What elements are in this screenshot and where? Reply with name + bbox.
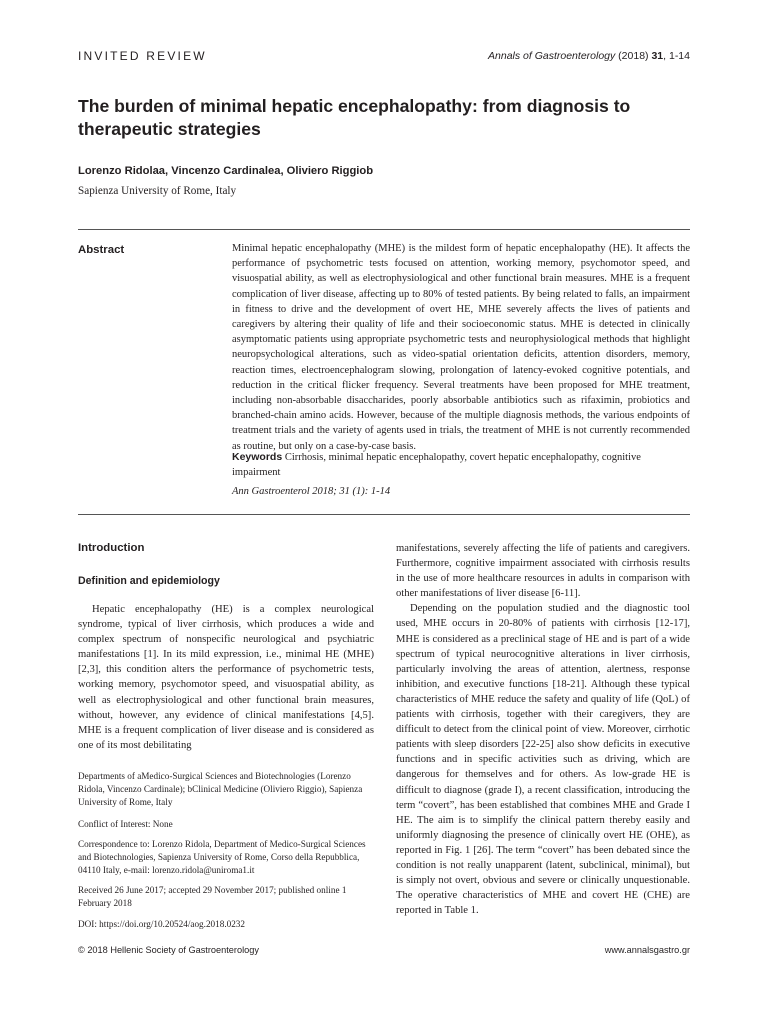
doi-note: DOI: https://doi.org/10.20524/aog.2018.0232 xyxy=(78,919,245,929)
conflict-note: Conflict of Interest: None xyxy=(78,819,173,829)
intro-heading: Introduction xyxy=(78,542,145,554)
correspondence-note: Correspondence to: Lorenzo Ridola, Department of Medico-Surgical Sciences and Biotechnologies, Sapienza University of Rome, Corso della Repubblica, 04110 Italy, e-mail: lorenzo.ridola@uniroma1.it xyxy=(78,839,366,876)
article-title: The burden of minimal hepatic encephalopathy: from diagnosis to therapeutic strategies xyxy=(78,96,631,139)
citation: Ann Gastroenterol 2018; 31 (1): 1-14 xyxy=(232,486,391,497)
copyright: © 2018 Hellenic Society of Gastroenterology xyxy=(78,945,259,955)
keywords-label: Keywords xyxy=(232,451,283,463)
website-link[interactable]: www.annalsgastro.gr xyxy=(604,945,690,955)
departments-note: Departments of aMedico-Surgical Sciences and Biotechnologies (Lorenzo Ridola, Vincenzo Cardinale); bClinical Medicine (Oliviero Riggio), Sapienza University of Rome, Italy xyxy=(78,771,363,808)
right-column xyxy=(396,541,690,918)
keywords-text: Cirrhosis, minimal hepatic encephalopathy, covert hepatic encephalopathy, cognitive impairment xyxy=(232,452,641,479)
dates-note: Received 26 June 2017; accepted 29 November 2017; published online 1 February 2018 xyxy=(78,885,347,909)
body-paragraph: manifestations, severely affecting the life of patients and caregivers. Furthermore, cognitive impairment associated with cirrhosis results in the use of more healthcare resources in adults in comparison with other manifestations of liver disease [6-11]. xyxy=(396,543,690,600)
abstract-label: Abstract xyxy=(78,244,125,256)
subheading: Definition and epidemiology xyxy=(78,575,220,587)
divider-bottom xyxy=(78,514,690,515)
journal-volume: 31 xyxy=(651,50,664,62)
divider-top xyxy=(78,229,690,230)
journal-pages: , 1-14 xyxy=(663,50,690,62)
body-paragraph: Hepatic encephalopathy (HE) is a complex neurological syndrome, typical of liver cirrhosis, which produces a wide and complex spectrum of nonspecific neurological and psychiatric manifestations [1]. In its mild expression, i.e., minimal HE (MHE) [2,3], this condition alters the performance of psychometric tests, working memory, psychomotor speed, and visuospatial ability, as well as electrophysiological and other functional brain measures, without, however, any evidence of clinical manifestations [4,5]. MHE is a frequent complication of liver disease and is considered as one of its most debilitating xyxy=(78,604,374,751)
left-column xyxy=(78,602,374,753)
affiliation: Sapienza University of Rome, Italy xyxy=(78,185,237,197)
body-paragraph: Depending on the population studied and the diagnostic tool used, MHE occurs in 20-80% of patients with cirrhosis [12-17], MHE is considered as a preclinical stage of HE and is part of a wide spectrum of typical neurocognitive alterations in liver cirrhosis, particularly involving the areas of attention, alertness, response inhibition, and executive functions [18-21]. Although these typical characteristics of MHE reduce the safety and quality of life (QoL) of patients with cirrhosis, together with their caregivers, they are difficult to detect from the clinical point of view. Moreover, cirrhotic patients with sleep disorders [22-25] also show deficits in executive functions and in specific activities such as driving, which are dangerous for themselves and for others. As low-grade HE is difficult to diagnose (grade I), a recent classification, introducing the term “covert”, has been established that combines MHE and Grade I HE. The aim is to simplify the clinical pattern thereby easily and uniformly diagnosing the presence of clinically overt HE (OHE), as reported in Fig. 1 [26]. The term “covert” has been debated since the condition is not really unapparent (latent, subclinical, minimal), but is simply not overt, obvious and severe or clinically unquestionable. The operative characteristics of MHE and covert HE (CHE) are reported in Table 1. xyxy=(396,603,690,917)
journal-reference xyxy=(488,50,690,62)
section-label: INVITED REVIEW xyxy=(78,49,207,63)
abstract-text: Minimal hepatic encephalopathy (MHE) is the mildest form of hepatic encephalopathy (HE). It affects the performance of psychometric tests focused on attention, working memory, psychomotor speed, and visuospatial ability, as well as electrophysiological and other functional brain measures. MHE is a frequent complication of liver disease, affecting up to 80% of tested patients. By being related to falls, an impairment in fitness to drive and the development of overt HE, MHE severely affects the lives of patients and caregivers by altering their quality of life and their socioeconomic status. MHE is detected in clinically asymptomatic patients using appropriate psychometric tests and neurophysiological methods that highlight neuropsychological alterations, such as video-spatial orientation deficits, attention disorders, memory, reaction times, electroencephalogram slowing, prolongation of latency-evoked cognitive potentials, and reduction in the critical flicker frequency. Several treatments have been proposed for MHE treatment, including non-absorbable disaccharides, poorly absorbable antibiotics such as rifaximin, probiotics and branched-chain amino acids. However, because of the multiple diagnosis methods, the various endpoints of treatment trials and the variety of agents used in trials, the treatment of MHE is not currently recommended as routine, but only on a case-by-case basis. xyxy=(232,243,690,452)
keywords xyxy=(232,450,690,480)
journal-year: (2018) xyxy=(615,50,652,62)
authors: Lorenzo Ridolaa, Vincenzo Cardinalea, Oliviero Riggiob xyxy=(78,165,374,177)
journal-name: Annals of Gastroenterology xyxy=(488,50,616,62)
